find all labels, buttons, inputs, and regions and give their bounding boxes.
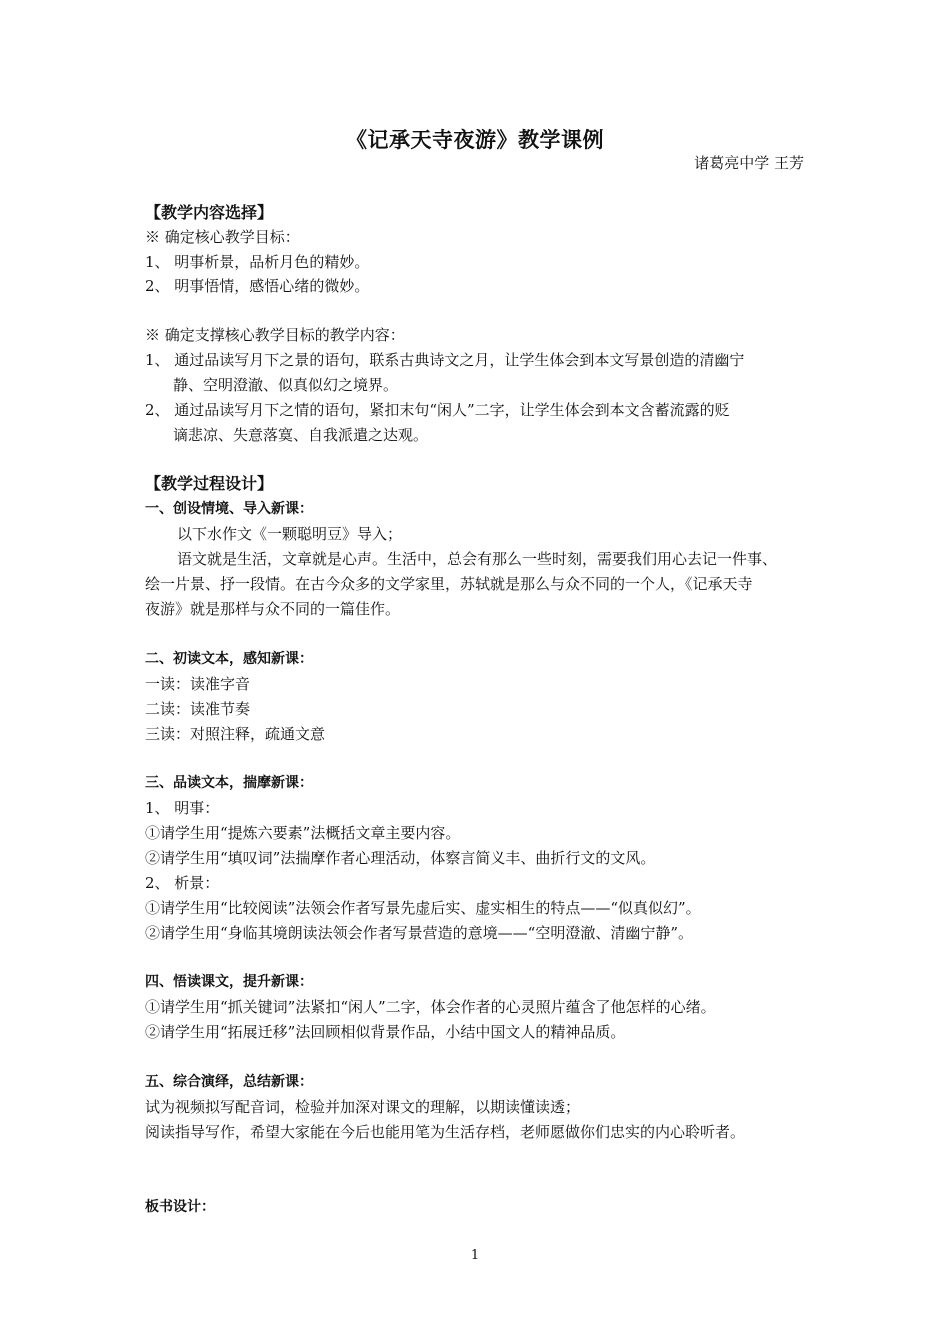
support-item-2a: 2、 通过品读写月下之情的语句，紧扣末句“闲人”二字，让学生体会到本文含蓄流露的贬 bbox=[145, 401, 730, 419]
step3-line-4: 2、 析景： bbox=[145, 874, 220, 892]
step1-heading: 一、创设情境、导入新课： bbox=[145, 501, 313, 517]
step1-para-c: 夜游》就是那样与众不同的一篇佳作。 bbox=[145, 600, 401, 618]
core-goal-1: 1、 明事析景，品析月色的精妙。 bbox=[145, 253, 370, 271]
support-label: ※ 确定支撑核心教学目标的教学内容： bbox=[145, 326, 405, 344]
support-item-1b: 静、空明澄澈、似真似幻之境界。 bbox=[173, 376, 399, 394]
step4-heading: 四、悟读课文，提升新课： bbox=[145, 974, 313, 990]
step3-heading: 三、品读文本，揣摩新课： bbox=[145, 775, 313, 791]
step2-line-2: 二读：读准节奏 bbox=[145, 700, 251, 718]
step4-line-1: ①请学生用“抓关键词”法紧扣“闲人”二字，体会作者的心灵照片蕴含了他怎样的心绪。 bbox=[145, 998, 716, 1016]
step3-line-1: 1、 明事： bbox=[145, 799, 220, 817]
step5-line-1: 试为视频拟写配音词，检验并加深对课文的理解，以期读懂读透； bbox=[145, 1098, 581, 1116]
step1-line1: 以下水作文《一颗聪明豆》导入； bbox=[177, 525, 403, 543]
step2-line-3: 三读：对照注释，疏通文意 bbox=[145, 725, 326, 743]
board-design-label: 板书设计： bbox=[145, 1199, 215, 1215]
page-number: 1 bbox=[470, 1248, 480, 1263]
author-line: 诸葛亮中学 王芳 bbox=[694, 154, 804, 172]
step1-para-b: 绘一片景、抒一段情。在古今众多的文学家里，苏轼就是那么与众不同的一个人，《记承天寺 bbox=[145, 575, 753, 593]
step3-line-5: ①请学生用“比较阅读”法领会作者写景先虚后实、虚实相生的特点——“似真似幻”。 bbox=[145, 899, 701, 917]
core-goal-label: ※ 确定核心教学目标： bbox=[145, 228, 300, 246]
step3-line-2: ①请学生用“提炼六要素”法概括文章主要内容。 bbox=[145, 824, 461, 842]
document-title: 《记承天寺夜游》教学课例 bbox=[346, 128, 604, 152]
core-goal-2: 2、 明事悟情，感悟心绪的微妙。 bbox=[145, 277, 370, 295]
step5-line-2: 阅读指导写作，希望大家能在今后也能用笔为生活存档，老师愿做你们忠实的内心聆听者。 bbox=[145, 1123, 746, 1141]
step2-line-1: 一读：读准字音 bbox=[145, 675, 251, 693]
section-heading-content: 【教学内容选择】 bbox=[145, 203, 274, 222]
step3-line-3: ②请学生用“填叹词”法揣摩作者心理活动，体察言简义丰、曲折行文的文风。 bbox=[145, 849, 656, 867]
step3-line-6: ②请学生用“身临其境朗读法领会作者写景营造的意境——“空明澄澈、清幽宁静”。 bbox=[145, 924, 694, 942]
support-item-1a: 1、 通过品读写月下之景的语句，联系古典诗文之月，让学生体会到本文写景创造的清幽宁 bbox=[145, 351, 745, 369]
step1-para-a: 语文就是生活，文章就是心声。生活中，总会有那么一些时刻，需要我们用心去记一件事、 bbox=[177, 550, 778, 568]
step2-heading: 二、初读文本，感知新课： bbox=[145, 651, 313, 667]
support-item-2b: 谪悲凉、失意落寞、自我派遣之达观。 bbox=[173, 426, 429, 444]
step4-line-2: ②请学生用“拓展迁移”法回顾相似背景作品，小结中国文人的精神品质。 bbox=[145, 1023, 626, 1041]
step5-heading: 五、综合演绎，总结新课： bbox=[145, 1074, 313, 1090]
section-heading-process: 【教学过程设计】 bbox=[145, 474, 274, 493]
